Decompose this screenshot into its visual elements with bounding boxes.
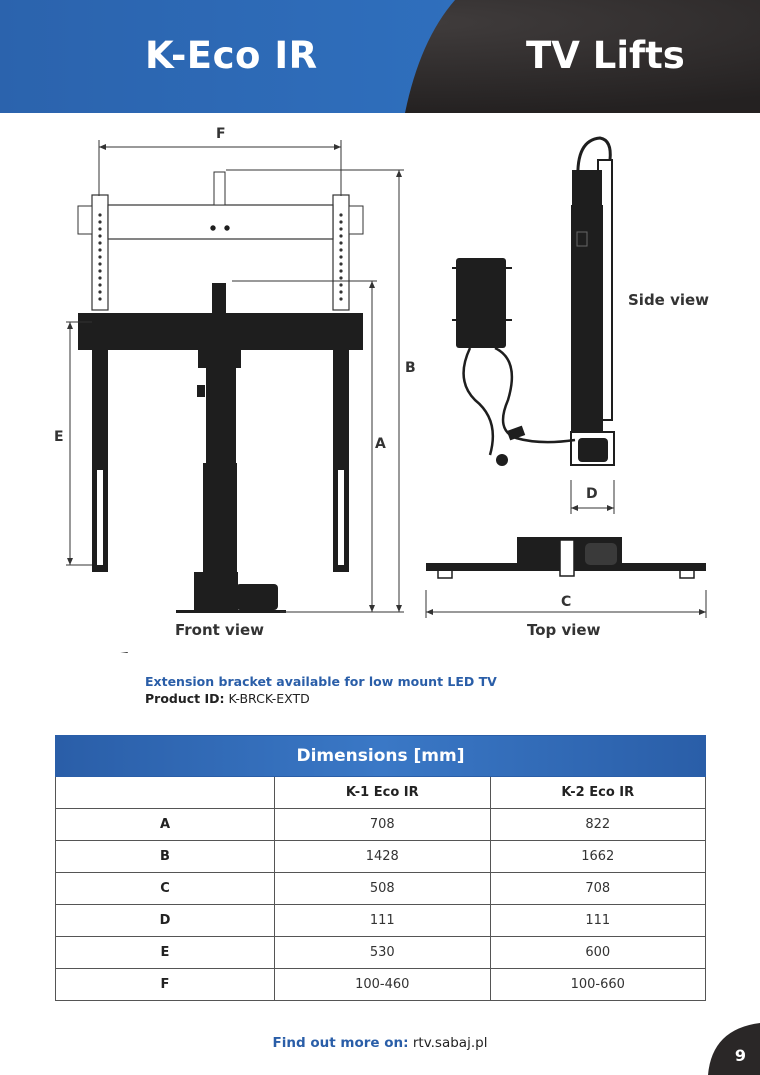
table-row [56, 905, 706, 937]
product-id-label: Product ID: [145, 691, 225, 706]
front-view-drawing [78, 172, 363, 613]
dimension-label-f: F [216, 126, 226, 142]
category-title: TV Lifts [526, 34, 685, 77]
k1-value: 1428 [275, 841, 491, 873]
row-label: B [56, 841, 275, 873]
dimension-label-e: E [54, 429, 64, 445]
dimension-label-d: D [586, 486, 598, 502]
table-title: Dimensions [mm] [56, 736, 706, 777]
top-view-label: Top view [527, 621, 601, 639]
table-header-row [56, 777, 706, 809]
table-title-row [56, 736, 706, 777]
side-view-label: Side view [628, 291, 710, 309]
row-label: D [56, 905, 275, 937]
top-view-drawing [426, 537, 706, 578]
extension-title: Extension bracket available for low mount LED TV [145, 674, 497, 689]
k2-value: 1662 [490, 841, 706, 873]
row-label: F [56, 969, 275, 1001]
k2-value: 111 [490, 905, 706, 937]
page-footer [0, 1035, 760, 1051]
column-header-empty [56, 777, 275, 809]
row-label: A [56, 809, 275, 841]
table-row [56, 841, 706, 873]
k1-value: 111 [275, 905, 491, 937]
k1-value: 100-460 [275, 969, 491, 1001]
table-row [56, 937, 706, 969]
k1-value: 530 [275, 937, 491, 969]
row-label: C [56, 873, 275, 905]
page-header [0, 0, 760, 113]
k2-value: 100-660 [490, 969, 706, 1001]
footer-url[interactable]: rtv.sabaj.pl [412, 1035, 488, 1051]
page-number: 9 [734, 1046, 746, 1065]
k2-value: 822 [490, 809, 706, 841]
k1-value: 508 [275, 873, 491, 905]
side-view-drawing [452, 138, 614, 466]
product-id-line [145, 690, 497, 707]
k2-value: 708 [490, 873, 706, 905]
footer-lead: Find out more on: [272, 1035, 409, 1051]
column-header-k2: K-2 Eco IR [490, 777, 706, 809]
dimension-label-b: B [405, 360, 416, 376]
extension-note [145, 673, 497, 707]
column-header-k1: K-1 Eco IR [275, 777, 491, 809]
row-label: E [56, 937, 275, 969]
bracket-icon [70, 652, 128, 653]
model-title: K-Eco IR [145, 34, 318, 77]
dimensions-table [55, 735, 706, 1001]
product-id-value: K-BRCK-EXTD [228, 691, 310, 706]
table-row [56, 873, 706, 905]
k1-value: 708 [275, 809, 491, 841]
table-row [56, 969, 706, 1001]
dimension-label-c: C [561, 594, 572, 610]
table-row [56, 809, 706, 841]
technical-drawing [0, 113, 760, 653]
front-view-label: Front view [175, 621, 265, 639]
k2-value: 600 [490, 937, 706, 969]
dimension-label-a: A [375, 436, 386, 452]
